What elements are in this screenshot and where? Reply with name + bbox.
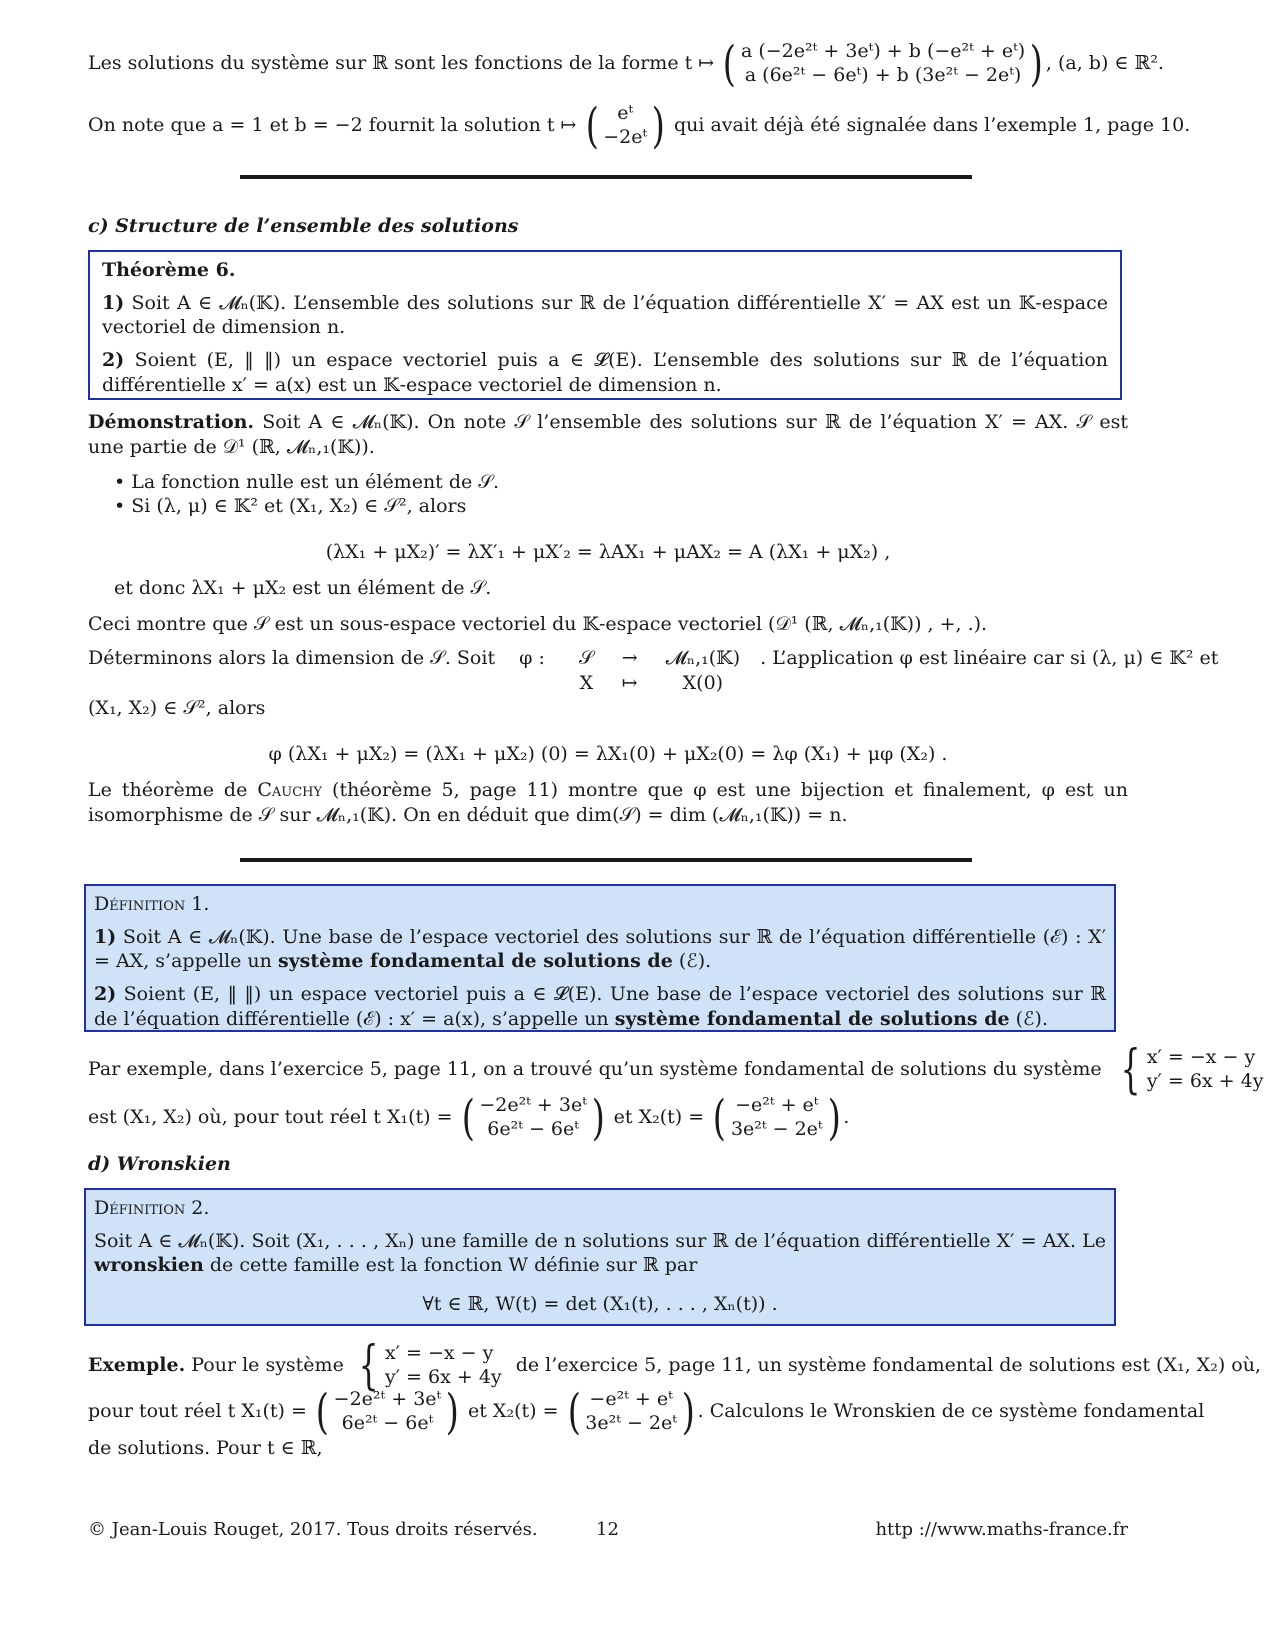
separator-rule-1 <box>240 175 972 179</box>
system-brace: { x′ = −x − y y′ = 6x + 4y <box>358 1336 502 1396</box>
definition-1-part-2: 2) Soient (E, ‖ ‖) un espace vectoriel puis a ∈ 𝓛(E). Une base de l’espace vectoriel des solutions sur ℝ de l’équation différentielle (ℰ) : x′ = a(x), s’appelle un système fondamental de solutions de (ℰ). <box>94 983 1106 1030</box>
x2-vector: ( −e²ᵗ + eᵗ 3e²ᵗ − 2eᵗ ) <box>713 1090 841 1146</box>
theorem-part-1: 1) Soit A ∈ 𝓜ₙ(𝕂). L’ensemble des solutions sur ℝ de l’équation différentielle X′ = AX est un 𝕂-espace vectoriel de dimension n. <box>102 291 1108 339</box>
equation-phi: φ (λX₁ + μX₂) = (λX₁ + μX₂) (0) = λX₁(0) + μX₂(0) = λφ (X₁) + μφ (X₂) . <box>268 743 948 765</box>
x1-vector: ( −2e²ᵗ + 3eᵗ 6e²ᵗ − 6eᵗ ) <box>461 1090 605 1146</box>
proof-dimension-line-2: (X₁, X₂) ∈ 𝒮², alors <box>88 697 266 719</box>
definition-title: Définition 2. <box>94 1197 210 1219</box>
definition-2-text: Soit A ∈ 𝓜ₙ(𝕂). Soit (X₁, . . . , Xₙ) une famille de n solutions sur ℝ de l’équation différentielle X′ = AX. Le wronskien de cette famille est la fonction W définie sur ℝ par <box>94 1229 1106 1277</box>
bullet-icon: • <box>114 471 126 493</box>
top-line-2: On note que a = 1 et b = −2 fournit la solution t ↦ ( eᵗ −2eᵗ ) qui avait déjà été signalée dans l’exemple 1, page 10. <box>88 98 1191 154</box>
example-a-line-1: Par exemple, dans l’exercice 5, page 11, on a trouvé qu’un système fondamental de solutions du système { x′ = −x − y y′ = 6x + 4y <box>88 1040 1264 1100</box>
example-b-line-1: Exemple. Pour le système { x′ = −x − y y′ = 6x + 4y de l’exercice 5, page 11, un système fondamental de solutions est (X₁, X₂) où, <box>88 1336 1261 1396</box>
solution-matrix: ( a (−2e²ᵗ + 3eᵗ) + b (−e²ᵗ + eᵗ) a (6e²ᵗ − 6eᵗ) + b (3e²ᵗ − 2eᵗ) ) <box>723 36 1044 92</box>
footer-url[interactable]: http ://www.maths-france.fr <box>875 1519 1128 1540</box>
definition-1-part-1: 1) Soit A ∈ 𝓜ₙ(𝕂). Une base de l’espace vectoriel des solutions sur ℝ de l’équation différentielle (ℰ) : X′ = AX, s’appelle un système fondamental de solutions de (ℰ). <box>94 925 1107 973</box>
section-heading-d: d) Wronskien <box>88 1153 231 1175</box>
bullet-icon: • <box>114 495 126 517</box>
solution-vector: ( eᵗ −2eᵗ ) <box>585 98 666 154</box>
section-heading-c: c) Structure de l’ensemble des solutions <box>88 215 519 237</box>
equation-derivative: (λX₁ + μX₂)′ = λX′₁ + μX′₂ = λAX₁ + μAX₂ = A (λX₁ + μX₂) , <box>325 541 891 563</box>
top-line-1: Les solutions du système sur ℝ sont les fonctions de la forme t ↦ ( a (−2e²ᵗ + 3eᵗ) + b (−e²ᵗ + eᵗ) a (6e²ᵗ − 6eᵗ) + b (3e²ᵗ − 2eᵗ) ) , (a, b) ∈ ℝ². <box>88 36 1164 92</box>
proof-bullet-1: • La fonction nulle est un élément de 𝒮. <box>114 471 500 493</box>
example-a-line-2: est (X₁, X₂) où, pour tout réel t X₁(t) = ( −2e²ᵗ + 3eᵗ 6e²ᵗ − 6eᵗ ) et X₂(t) = ( −e²ᵗ + eᵗ 3e²ᵗ − 2eᵗ ) . <box>88 1090 850 1146</box>
footer-page-number: 12 <box>596 1519 619 1540</box>
example-b-line-3: de solutions. Pour t ∈ ℝ, <box>88 1437 323 1459</box>
phi-map-table: 𝒮 → 𝓜ₙ,₁(𝕂) X ↦ X(0) <box>578 647 741 694</box>
x2-vector: ( −e²ᵗ + eᵗ 3e²ᵗ − 2eᵗ ) <box>567 1384 695 1440</box>
footer-copyright: © Jean-Louis Rouget, 2017. Tous droits réservés. <box>88 1519 538 1540</box>
separator-rule-2 <box>240 858 972 862</box>
theorem-6-box <box>88 250 1122 400</box>
definition-title: Définition 1. <box>94 893 210 915</box>
proof-cauchy: Le théorème de Cauchy (théorème 5, page 11) montre que φ est une bijection et finalement, φ est un isomorphisme de 𝒮 sur 𝓜ₙ,₁(𝕂). On en déduit que dim(𝒮) = dim (𝓜ₙ,₁(𝕂)) = n. <box>88 779 1129 826</box>
example-b-line-2: pour tout réel t X₁(t) = ( −2e²ᵗ + 3eᵗ 6e²ᵗ − 6eᵗ ) et X₂(t) = ( −e²ᵗ + eᵗ 3e²ᵗ − 2eᵗ ) . Calculons le Wronskien de ce système fondamental <box>88 1384 1205 1440</box>
proof-dimension-line: Déterminons alors la dimension de 𝒮. Soit φ : 𝒮 → 𝓜ₙ,₁(𝕂) X ↦ X(0) . L’application φ est linéaire car si (λ, μ) ∈ 𝕂² et <box>88 647 1219 694</box>
x1-vector: ( −2e²ᵗ + 3eᵗ 6e²ᵗ − 6eᵗ ) <box>315 1384 460 1440</box>
definition-1-box <box>84 884 1116 1032</box>
wronskian-formula: ∀t ∈ ℝ, W(t) = det (X₁(t), . . . , Xₙ(t)) . <box>422 1293 778 1316</box>
proof-bullet-2: • Si (λ, μ) ∈ 𝕂² et (X₁, X₂) ∈ 𝒮², alors <box>114 495 467 517</box>
definition-2-box <box>84 1188 1116 1326</box>
theorem-part-2: 2) Soient (E, ‖ ‖) un espace vectoriel puis a ∈ 𝓛(E). L’ensemble des solutions sur ℝ de l’équation différentielle x′ = a(x) est un 𝕂-espace vectoriel de dimension n. <box>102 349 1108 396</box>
proof-intro: Démonstration. Soit A ∈ 𝓜ₙ(𝕂). On note 𝒮 l’ensemble des solutions sur ℝ de l’équation X′ = AX. 𝒮 est une partie de 𝒟¹ (ℝ, 𝓜ₙ,₁(𝕂)). <box>88 411 1128 458</box>
theorem-title: Théorème 6. <box>102 259 236 281</box>
system-brace: { x′ = −x − y y′ = 6x + 4y <box>1120 1040 1264 1100</box>
proof-subspace: Ceci montre que 𝒮 est un sous-espace vectoriel du 𝕂-espace vectoriel (𝒟¹ (ℝ, 𝓜ₙ,₁(𝕂)) , +, .). <box>88 613 988 635</box>
proof-after-eq1: et donc λX₁ + μX₂ est un élément de 𝒮. <box>114 577 492 599</box>
